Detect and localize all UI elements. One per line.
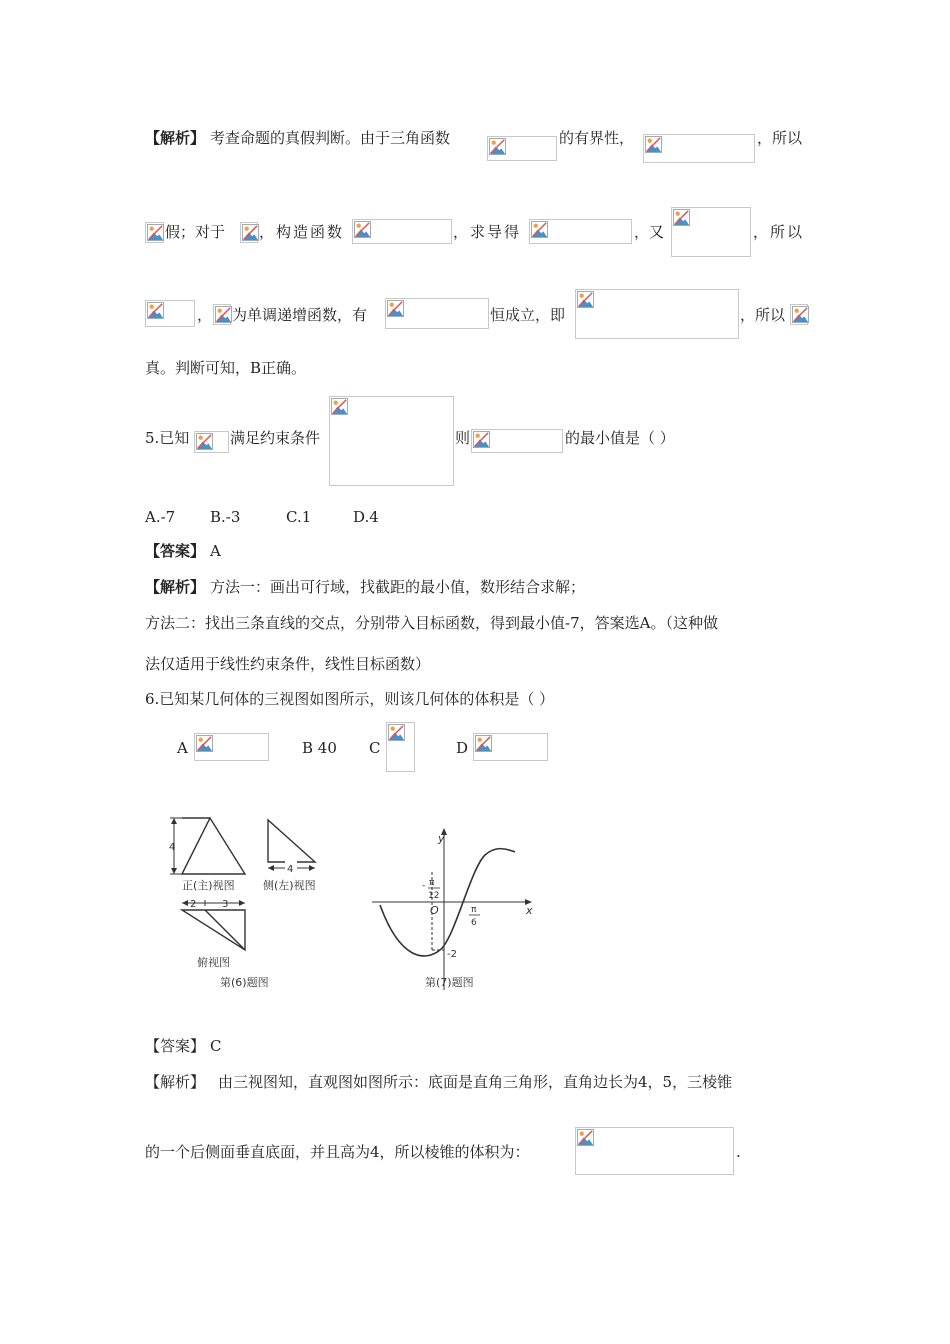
explanation-text: 的一个后侧面垂直底面，并且高为4，所以棱锥的体积为： [145,1143,530,1161]
answer-value: C [210,1037,222,1055]
y-axis-label: y [438,832,445,845]
formula-image [145,222,164,243]
explanation-text: 法仅适用于线性约束条件，线性目标函数） [145,655,431,673]
front-view-diagram [170,818,245,874]
explanation-text: ，所以 [753,223,805,241]
broken-image-icon [354,221,371,238]
origin-label: O [430,904,439,917]
explanation-text: 由三视图知，直观图如图所示：底面是直角三角形，直角边长为4，5，三棱锥 [218,1073,733,1091]
answer-tag: 【答案】 [145,542,206,560]
explanation-text: ，所以 [740,306,786,324]
broken-image-icon [645,136,662,153]
option-d: D.4 [353,508,379,526]
explanation-tag: 【解析】 [145,1073,206,1091]
question-5-stem: 5.已知 [145,429,190,447]
x-tick-left-den: 12 [428,891,440,901]
explanation-text: 方法一：画出可行域，找截距的最小值，数形结合求解； [210,578,586,596]
option-c: C [369,739,381,757]
formula-image [352,219,452,244]
formula-image [471,429,563,453]
explanation-text: . [736,1143,741,1161]
front-view-height-label: 4 [169,842,176,853]
broken-image-icon [196,735,213,752]
top-view-dim-b: 3 [222,899,229,910]
front-view-label: 正(主)视图 [182,879,235,892]
broken-image-icon [387,300,404,317]
broken-image-icon [473,431,490,448]
option-b: B 40 [302,739,337,757]
explanation-text: ，求导得 [453,223,522,241]
broken-image-icon [215,306,232,323]
y-min-label: -2 [447,949,457,960]
option-d: D [456,739,469,757]
question-5-stem: 的最小值是（ ） [565,429,675,447]
question-5-stem: 则 [455,429,471,447]
formula-image [473,733,548,761]
explanation-text: 真。判断可知，B正确。 [145,359,307,377]
formula-image [194,431,229,453]
x-axis-label: x [526,904,533,917]
explanation-text: ， [197,306,213,324]
broken-image-icon [792,306,809,323]
top-view-dim-a: 2 [190,899,197,910]
formula-image [575,1127,734,1175]
explanation-text: 为单调递增函数，有 [232,306,368,324]
answer-value: A [210,542,221,560]
formula-image [386,722,415,772]
figure-6-caption: 第(6)题图 [220,976,269,989]
broken-image-icon [489,138,506,155]
explanation-text: ，构造函数 [259,223,345,241]
explanation-tag: 【解析】 [145,129,206,147]
x-tick-left-num: π [429,878,435,888]
x-tick-right-num: π [471,905,477,915]
explanation-text: 的有界性， [559,129,635,147]
x-tick-left-sign: - [422,881,426,891]
three-views-and-sine-figure [150,810,570,995]
formula-image [529,219,632,244]
x-tick-right-den: 6 [471,918,477,928]
broken-image-icon [147,302,164,319]
broken-image-icon [196,433,213,450]
formula-image [487,136,557,161]
explanation-text: 恒成立，即 [490,306,566,324]
formula-image [671,207,751,257]
explanation-text: ，又 [634,223,665,241]
explanation-tag: 【解析】 [145,578,206,596]
broken-image-icon [331,398,348,415]
formula-image [240,222,258,243]
broken-image-icon [673,209,690,226]
question-5-stem: 满足约束条件 [230,429,321,447]
broken-image-icon [475,735,492,752]
explanation-text: 方法二：找出三条直线的交点，分别带入目标函数，得到最小值-7，答案选A。（这种做 [145,614,718,632]
formula-image [194,733,269,761]
option-a: A [177,739,188,757]
option-a: A.-7 [145,508,176,526]
formula-image [790,304,808,325]
broken-image-icon [577,291,594,308]
explanation-text: ，所以 [757,129,803,147]
explanation-text: 假；对于 [165,223,226,241]
formula-image [575,289,739,339]
option-c: C.1 [286,508,312,526]
answer-tag: 【答案】 [145,1037,206,1055]
option-b: B.-3 [210,508,241,526]
constraint-system-image [329,396,454,486]
formula-image [213,304,231,325]
side-view-length-label: 4 [287,864,294,875]
broken-image-icon [242,224,259,241]
broken-image-icon [531,221,548,238]
sine-graph [372,828,532,990]
question-6-stem: 6.已知某几何体的三视图如图所示，则该几何体的体积是（ ） [145,690,555,708]
formula-image [643,134,755,163]
top-view-label: 俯视图 [197,956,230,969]
side-view-label: 侧(左)视图 [263,879,316,892]
figure-7-caption: 第(7)题图 [425,976,474,989]
explanation-text: 考查命题的真假判断。由于三角函数 [210,129,451,147]
broken-image-icon [388,724,405,741]
formula-image [145,300,195,327]
broken-image-icon [577,1129,594,1146]
formula-image [385,298,489,329]
broken-image-icon [147,224,164,241]
